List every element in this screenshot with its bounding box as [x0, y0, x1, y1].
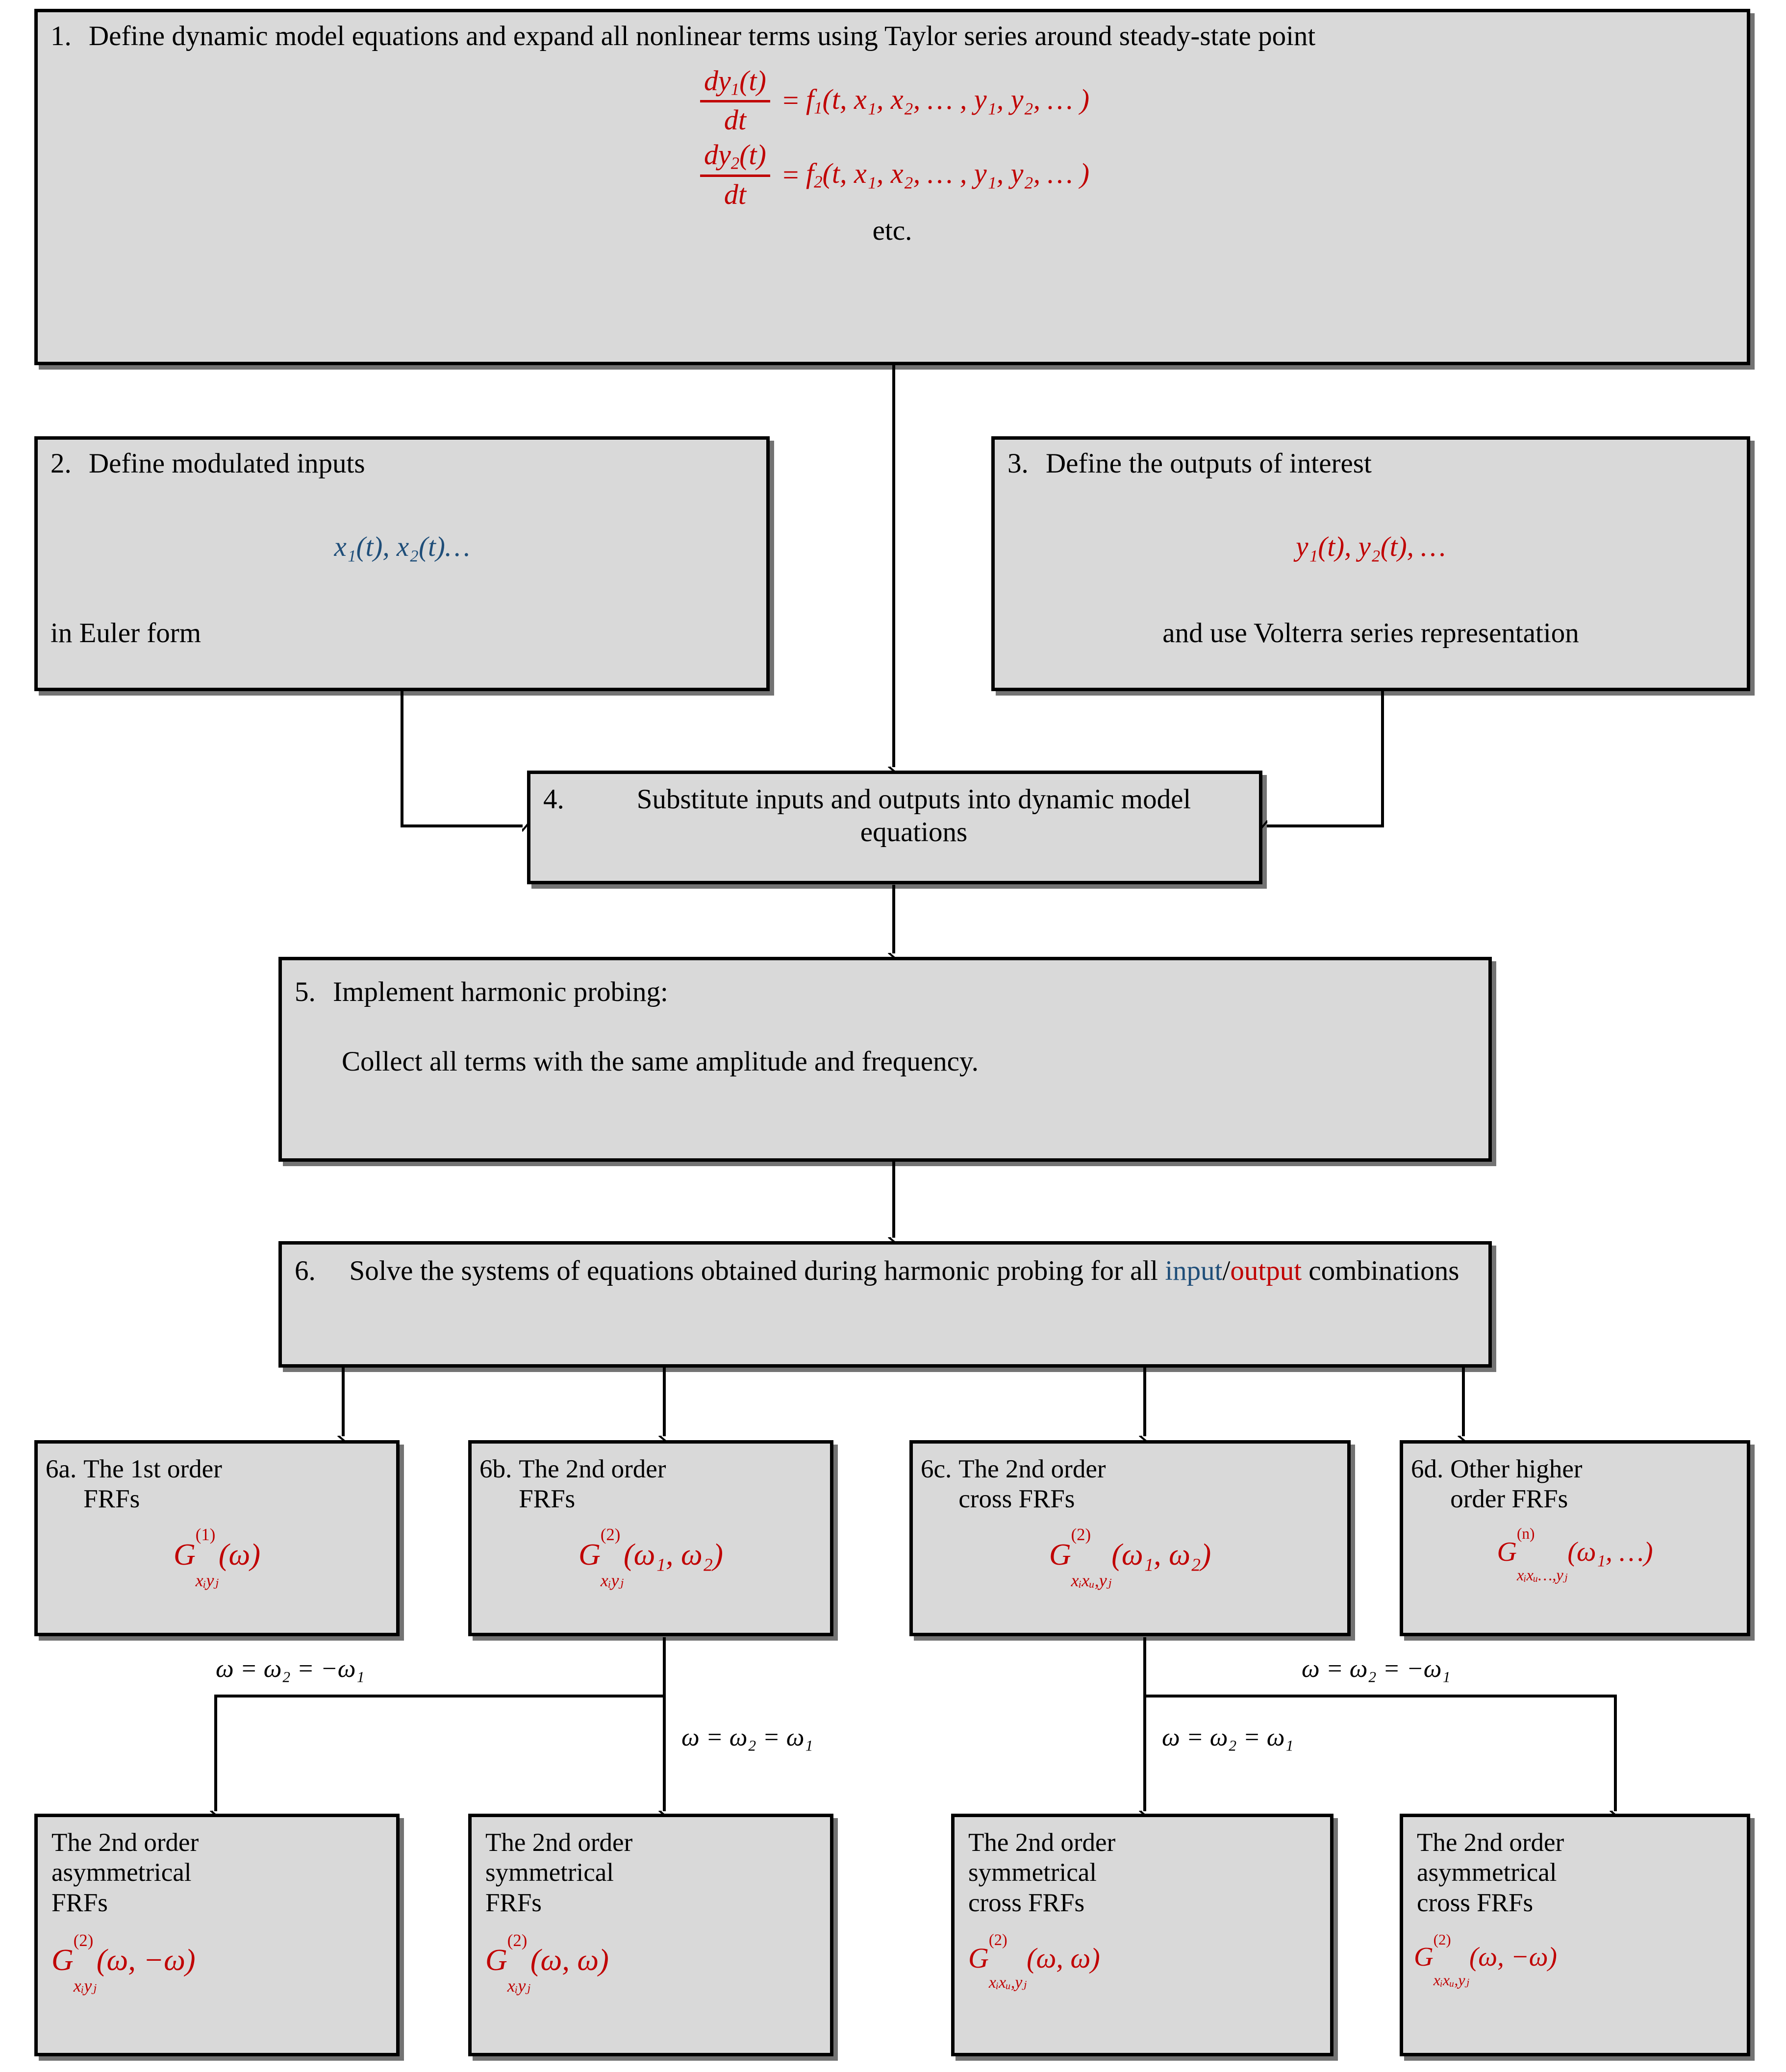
step-6-heading — [295, 1254, 1476, 1288]
result-4-title — [1411, 1828, 1739, 1918]
step-3-text: Define the outputs of interest — [1046, 448, 1372, 479]
step-2-heading — [50, 447, 754, 481]
frf-6c-formula — [1049, 1525, 1211, 1590]
result-1-title-line-2: asymmetrical — [51, 1858, 192, 1887]
frf-6b-heading — [479, 1454, 822, 1515]
result-box-symmetrical-frfs — [468, 1814, 833, 2056]
result-4-sup: (2) — [1433, 1931, 1451, 1948]
eq2-rhs-args: (t, x₁, x₂, … , y₁, y₂, … ) — [822, 157, 1090, 190]
result-4-G: G — [1414, 1942, 1434, 1972]
result-3-G: G — [968, 1942, 989, 1974]
step-5-text: Implement harmonic probing: — [333, 976, 668, 1007]
step-1-number: 1. — [50, 21, 72, 51]
eq1-num-d: d — [704, 64, 718, 97]
frf-6b-sup: (2) — [600, 1525, 621, 1545]
result-1-title — [46, 1828, 388, 1918]
result-2-title-line-2: symmetrical — [485, 1858, 614, 1887]
result-1-G: G — [51, 1944, 74, 1977]
frf-6c-title-line-2: cross FRFs — [958, 1485, 1075, 1514]
result-1-sub: xᵢyⱼ — [73, 1976, 97, 1996]
frf-6b-args: (ω₁, ω₂) — [623, 1538, 723, 1572]
frf-6d-G: G — [1497, 1536, 1517, 1567]
frf-box-6c — [909, 1440, 1351, 1636]
eq1-num-t: (t) — [739, 64, 766, 97]
step-5-subtext: Collect all terms with the same amplitude and frequency. — [342, 1046, 979, 1077]
step-3-number: 3. — [1007, 448, 1029, 479]
frf-6a-title-line-2: FRFs — [83, 1485, 140, 1514]
frf-6d-args: (ω₁, …) — [1567, 1536, 1653, 1567]
eq2-rhs-sub: 2 — [814, 173, 823, 192]
frf-6b-formula — [579, 1525, 723, 1590]
eq2-den: dt — [724, 178, 746, 210]
frf-6a-title-line-1: The 1st order — [83, 1455, 222, 1483]
result-2-title — [479, 1828, 822, 1918]
result-3-sup: (2) — [988, 1931, 1007, 1949]
frf-6a-number: 6a. — [46, 1455, 77, 1483]
step-6-text-before: Solve the systems of equations obtained during harmonic probing for all — [349, 1255, 1165, 1286]
step-1-heading — [50, 19, 1734, 53]
step-6-output-word: output — [1230, 1255, 1302, 1286]
eq2-rhs-f: f — [806, 157, 814, 190]
result-3-title-line-3: cross FRFs — [968, 1888, 1085, 1917]
step-2-footer: in Euler form — [50, 618, 201, 649]
step-1-box — [34, 9, 1750, 365]
frf-6b-sub: xᵢyⱼ — [600, 1570, 624, 1590]
step-4-heading — [543, 783, 1246, 849]
step-2-box — [34, 436, 770, 691]
frf-6d-sup: (n) — [1516, 1525, 1535, 1543]
frf-6a-sup: (1) — [195, 1525, 216, 1545]
step-6-text-after: combinations — [1302, 1255, 1459, 1286]
frf-box-6a — [34, 1440, 400, 1636]
step-6-box — [278, 1241, 1492, 1368]
result-2-title-line-1: The 2nd order — [485, 1828, 633, 1857]
result-2-title-line-3: FRFs — [485, 1888, 542, 1917]
result-1-title-line-1: The 2nd order — [51, 1828, 199, 1857]
frf-6c-title-line-1: The 2nd order — [958, 1455, 1106, 1483]
result-box-asymmetrical-frfs — [34, 1814, 400, 2056]
eq1-rhs-sub: 1 — [814, 98, 823, 118]
result-3-formula — [968, 1931, 1100, 1992]
step-4-number: 4. — [543, 784, 564, 815]
result-4-sub: xᵢxᵤ,yⱼ — [1433, 1971, 1469, 1989]
connector-label-left-asymmetrical: ω = ω₂ = −ω₁ — [216, 1655, 365, 1683]
frf-6a-heading — [46, 1454, 388, 1515]
step-3-heading — [1007, 447, 1734, 481]
step-3-footer: and use Volterra series representation — [1162, 618, 1579, 649]
eq1-num-sub: 1 — [730, 79, 740, 99]
step-5-number: 5. — [295, 976, 316, 1007]
result-2-sup: (2) — [507, 1930, 528, 1950]
result-3-title — [962, 1828, 1322, 1918]
frf-6b-number: 6b. — [479, 1455, 512, 1483]
eq2-num-y: y — [718, 139, 731, 171]
frf-6b-title-line-1: The 2nd order — [519, 1455, 666, 1483]
result-1-formula — [51, 1930, 196, 1996]
step-1-etc: etc. — [872, 215, 912, 246]
step-1-text: Define dynamic model equations and expand all nonlinear terms using Taylor series around steady-state point — [89, 21, 1316, 51]
eq2-num-d: d — [704, 139, 718, 171]
step-5-heading — [295, 975, 1476, 1009]
result-4-title-line-3: cross FRFs — [1417, 1888, 1534, 1917]
frf-6c-sub: xᵢxᵤ,yⱼ — [1071, 1570, 1112, 1590]
step-4-text: Substitute inputs and outputs into dynamic model equations — [636, 784, 1191, 848]
step-2-number: 2. — [50, 448, 72, 479]
eq1-rhs-f: f — [806, 83, 814, 115]
connector-label-right-asymmetrical: ω = ω₂ = −ω₁ — [1302, 1655, 1451, 1683]
result-2-formula — [485, 1930, 609, 1996]
frf-6b-title-line-2: FRFs — [519, 1485, 576, 1514]
result-3-title-line-2: symmetrical — [968, 1858, 1097, 1887]
frf-6c-sup: (2) — [1071, 1525, 1091, 1545]
frf-6b-G: G — [579, 1538, 601, 1572]
frf-6d-formula — [1497, 1525, 1653, 1584]
frf-6c-number: 6c. — [921, 1455, 952, 1483]
frf-6d-sub: xᵢxᵤ…,yⱼ — [1516, 1566, 1568, 1584]
result-3-sub: xᵢxᵤ,yⱼ — [988, 1973, 1027, 1992]
frf-box-6b — [468, 1440, 833, 1636]
result-4-title-line-1: The 2nd order — [1417, 1828, 1564, 1857]
wire-step3-to-step4 — [1267, 691, 1383, 826]
frf-6a-sub: xᵢyⱼ — [195, 1570, 219, 1590]
eq2-equals: = — [780, 158, 800, 191]
frf-6d-number: 6d. — [1411, 1455, 1444, 1483]
step-6-text — [333, 1254, 1476, 1288]
frf-6d-title-line-2: order FRFs — [1450, 1485, 1568, 1514]
step-6-input-word: input — [1165, 1255, 1223, 1286]
result-2-args: (ω, ω) — [530, 1944, 609, 1977]
connector-label-left-symmetrical: ω = ω₂ = ω₁ — [681, 1723, 813, 1751]
result-4-args: (ω, −ω) — [1469, 1942, 1557, 1972]
step-6-number: 6. — [295, 1255, 316, 1286]
frf-6a-formula — [174, 1525, 260, 1590]
step-5-box — [278, 957, 1492, 1162]
frf-6c-args: (ω₁, ω₂) — [1111, 1538, 1211, 1572]
eq1-rhs-args: (t, x₁, x₂, … , y₁, y₂, … ) — [822, 83, 1090, 115]
result-box-symmetrical-cross-frfs — [951, 1814, 1333, 2056]
connector-label-right-symmetrical: ω = ω₂ = ω₁ — [1162, 1723, 1294, 1751]
result-box-asymmetrical-cross-frfs — [1400, 1814, 1750, 2056]
eq1-num-y: y — [718, 64, 731, 97]
result-1-args: (ω, −ω) — [96, 1944, 196, 1977]
result-3-args: (ω, ω) — [1027, 1942, 1100, 1974]
frf-6d-title-line-1: Other higher — [1450, 1455, 1583, 1483]
result-4-title-line-2: asymmetrical — [1417, 1858, 1557, 1887]
step-2-text: Define modulated inputs — [89, 448, 365, 479]
frf-6c-G: G — [1049, 1538, 1071, 1572]
eq2-num-t: (t) — [739, 139, 766, 171]
frf-6a-args: (ω) — [218, 1538, 260, 1572]
step-3-box — [991, 436, 1750, 691]
step-6-slash: / — [1222, 1255, 1231, 1286]
result-1-sup: (2) — [73, 1930, 94, 1950]
eq1-den: dt — [724, 104, 746, 136]
frf-6a-G: G — [174, 1538, 196, 1572]
step-1-equation-2 — [50, 138, 1734, 211]
step-4-box — [527, 771, 1262, 884]
frf-6c-heading — [921, 1454, 1339, 1515]
result-1-title-line-3: FRFs — [51, 1888, 108, 1917]
eq2-num-sub: 2 — [730, 154, 740, 173]
result-2-sub: xᵢyⱼ — [507, 1976, 530, 1996]
result-4-formula — [1414, 1931, 1557, 1989]
step-2-formula: x₁(t), x₂(t)… — [334, 531, 470, 562]
result-3-title-line-1: The 2nd order — [968, 1828, 1116, 1857]
frf-6d-heading — [1411, 1454, 1739, 1515]
eq1-equals: = — [780, 84, 800, 116]
step-3-formula: y₁(t), y₂(t), … — [1296, 531, 1446, 562]
wire-step2-to-step4 — [402, 691, 523, 826]
step-1-equation-1 — [50, 64, 1734, 137]
frf-box-6d — [1400, 1440, 1750, 1636]
result-2-G: G — [485, 1944, 507, 1977]
